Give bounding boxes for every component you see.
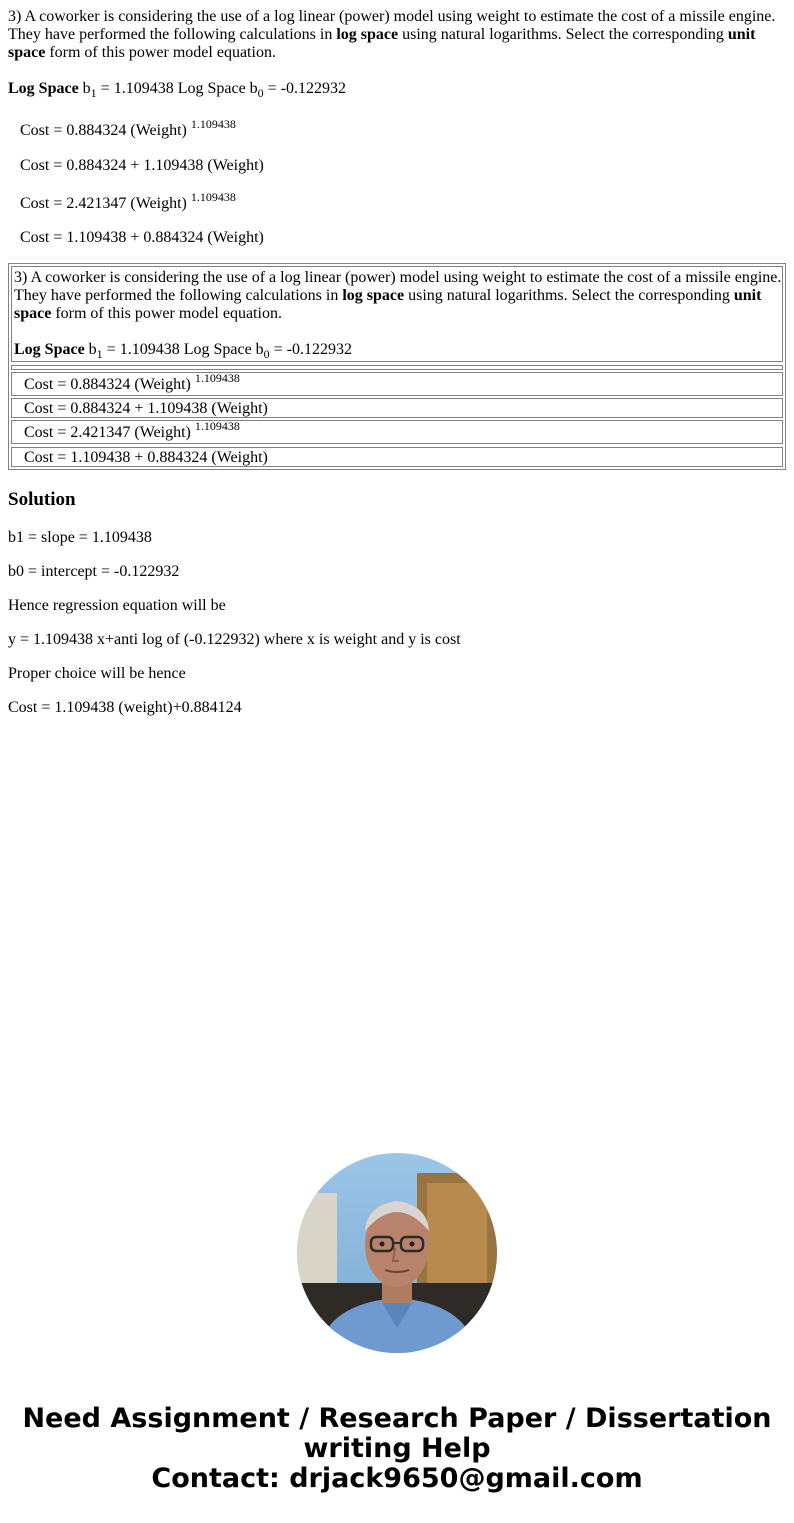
answer-option-4[interactable]: Cost = 1.109438 + 0.884324 (Weight) — [20, 229, 264, 246]
solution-line: b0 = intercept = -0.122932 — [8, 563, 180, 580]
author-photo — [297, 1153, 497, 1353]
answer-option-3[interactable]: Cost = 2.421347 (Weight) $^{1.109438}$ — [20, 190, 236, 212]
table-question-text: 3) A coworker is considering the use of a log linear (power) model using weight to estimate the cost of a missile engine. They have performed the following calculations in log space using natural logarithms. Select the corresponding unit space form of this power model equation. — [14, 269, 782, 322]
question-table-header-cell — [11, 266, 783, 362]
solution-line: b1 = slope = 1.109438 — [8, 529, 152, 546]
table-option-1[interactable]: Cost = 0.884324 (Weight) $^{1.109438}$ — [11, 372, 783, 396]
table-option-2[interactable]: Cost = 0.884324 + 1.109438 (Weight) — [11, 398, 783, 418]
answer-option-2[interactable]: Cost = 0.884324 + 1.109438 (Weight) — [20, 157, 264, 174]
solution-line: Hence regression equation will be — [8, 597, 226, 614]
question-text: 3) A coworker is considering the use of a log linear (power) model using weight to estimate the cost of a missile engine. They have performed the following calculations in log space using natural logarithms. Select the corresponding unit space form of this power model equation. — [8, 8, 776, 61]
solution-line: y = 1.109438 x+anti log of (-0.122932) where x is weight and y is cost — [8, 631, 461, 648]
table-option-3[interactable]: Cost = 2.421347 (Weight) $^{1.109438}$ — [11, 420, 783, 444]
table-option-4[interactable]: Cost = 1.109438 + 0.884324 (Weight) — [11, 447, 783, 467]
author-avatar — [297, 1153, 497, 1353]
table-separator-cell — [11, 365, 783, 370]
footer-line-1: Need Assignment / Research Paper / Dissertation — [22, 1403, 772, 1434]
log-space-line: Log Space $b_1 = 1.109438$ Log Space $b_0 = -0.122932$ — [8, 80, 347, 100]
footer-line-2: writing Help — [303, 1433, 491, 1464]
answer-option-1[interactable]: Cost = 0.884324 (Weight) $^{1.109438}$ — [20, 117, 236, 139]
question-table — [8, 263, 786, 470]
solution-heading: Solution — [8, 489, 76, 510]
table-log-space-line: Log Space $b_1 = 1.109438$ Log Space $b_0 = -0.122932$ — [14, 341, 353, 361]
solution-line: Proper choice will be hence — [8, 665, 186, 682]
footer-contact: Contact: drjack9650@gmail.com — [151, 1463, 643, 1494]
solution-line: Cost = 1.109438 (weight)+0.884124 — [8, 699, 242, 716]
